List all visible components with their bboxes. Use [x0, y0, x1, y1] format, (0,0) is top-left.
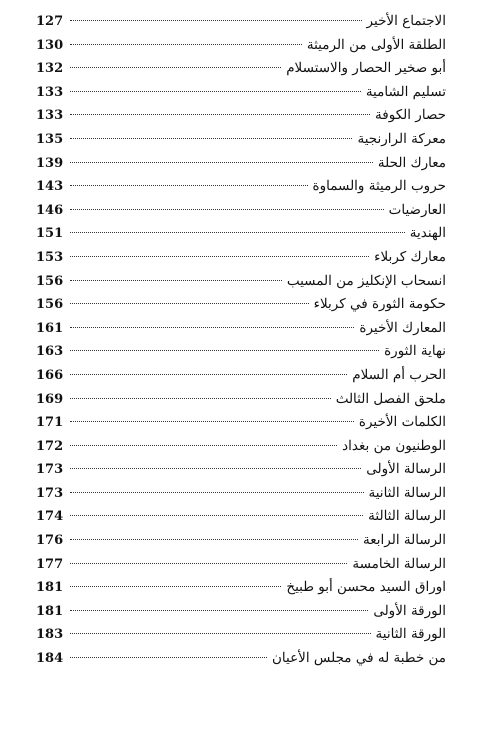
toc-entry-page-number: 181 — [36, 580, 64, 596]
dot-leader — [70, 563, 347, 564]
dot-leader — [70, 633, 371, 634]
toc-entry-title: ملحق الفصل الثالث — [335, 390, 446, 407]
toc-entry — [36, 529, 446, 553]
toc-entry-page-number: 172 — [36, 438, 64, 454]
dot-leader — [70, 327, 354, 328]
toc-entry — [36, 317, 446, 341]
toc-entry — [36, 10, 446, 34]
dot-leader — [70, 232, 405, 233]
toc-entry-title: تسليم الشامية — [365, 83, 446, 100]
toc-entry-title: الرسالة الرابعة — [363, 532, 446, 549]
dot-leader — [70, 303, 309, 304]
toc-entry — [36, 246, 446, 270]
toc-entry-page-number: 169 — [36, 391, 64, 407]
dot-leader — [70, 67, 281, 68]
toc-entry-page-number: 130 — [36, 37, 64, 53]
toc-entry-page-number: 151 — [36, 226, 64, 242]
toc-entry — [36, 388, 446, 412]
toc-entry — [36, 411, 446, 435]
toc-entry-title: الرسالة الخامسة — [352, 555, 446, 572]
dot-leader — [70, 114, 370, 115]
dot-leader — [70, 20, 362, 21]
toc-entry-page-number: 176 — [36, 533, 64, 549]
toc-entry-title: حروب الرميثة والسماوة — [312, 178, 446, 195]
toc-entry — [36, 553, 446, 577]
dot-leader — [70, 539, 358, 540]
toc-entry-title: من خطبة له في مجلس الأعيان — [272, 650, 446, 667]
toc-entry-page-number: 177 — [36, 556, 64, 572]
dot-leader — [70, 162, 373, 163]
toc-entry — [36, 364, 446, 388]
dot-leader — [70, 209, 384, 210]
toc-entry-page-number: 171 — [36, 415, 64, 431]
dot-leader — [70, 610, 368, 611]
toc-entry — [36, 458, 446, 482]
toc-entry-page-number: 127 — [36, 14, 64, 29]
toc-entry-title: الوطنيون من بغداد — [342, 437, 446, 454]
toc-entry-page-number: 173 — [36, 485, 64, 501]
toc-entry-title: أبو صخير الحصار والاستسلام — [286, 60, 446, 77]
toc-entry-title: الكلمات الأخيرة — [358, 414, 446, 431]
dot-leader — [70, 657, 267, 658]
toc-entry — [36, 647, 446, 671]
toc-entry — [36, 600, 446, 624]
toc-entry-page-number: 133 — [36, 84, 64, 100]
toc-entry-title: الحرب أم السلام — [352, 366, 446, 383]
toc-entry-page-number: 139 — [36, 155, 64, 171]
toc-entry-page-number: 166 — [36, 367, 64, 383]
toc-entry-title: نهاية الثورة — [384, 343, 446, 360]
dot-leader — [70, 256, 369, 257]
dot-leader — [70, 374, 347, 375]
toc-entry — [36, 505, 446, 529]
toc-entry-title: الرسالة الأولى — [366, 461, 446, 478]
toc-entry-title: الهندية — [409, 225, 446, 242]
dot-leader — [70, 586, 281, 587]
toc-entry-title: الطلقة الأولى من الرميثة — [306, 36, 446, 53]
dot-leader — [70, 398, 331, 399]
toc-entry-title: العارضيات — [388, 201, 446, 218]
toc-entry — [36, 576, 446, 600]
toc-entry-page-number: 156 — [36, 273, 64, 289]
toc-entry — [36, 57, 446, 81]
dot-leader — [70, 44, 302, 45]
toc-entry — [36, 152, 446, 176]
dot-leader — [70, 91, 361, 92]
toc-entry-page-number: 181 — [36, 603, 64, 619]
toc-entry-title: الرسالة الثالثة — [368, 508, 446, 525]
toc-entry-page-number: 156 — [36, 297, 64, 313]
toc-entry-title: الورقة الأولى — [373, 602, 446, 619]
toc-entry-page-number: 143 — [36, 179, 64, 195]
toc-entry-title: حصار الكوفة — [375, 107, 446, 124]
toc-entry-page-number: 184 — [36, 651, 64, 667]
dot-leader — [70, 492, 364, 493]
dot-leader — [70, 280, 282, 281]
dot-leader — [70, 468, 361, 469]
toc-entry-page-number: 132 — [36, 61, 64, 77]
toc-entry — [36, 482, 446, 506]
toc-entry-page-number: 133 — [36, 108, 64, 124]
toc-entry — [36, 435, 446, 459]
dot-leader — [70, 515, 363, 516]
toc-entry — [36, 128, 446, 152]
toc-entry-title: حكومة الثورة في كربلاء — [313, 296, 446, 313]
toc-entry-page-number: 174 — [36, 509, 64, 525]
toc-entry-title: انسحاب الإنكليز من المسيب — [286, 272, 446, 289]
dot-leader — [70, 138, 352, 139]
toc-entry — [36, 222, 446, 246]
dot-leader — [70, 185, 308, 186]
toc-entry — [36, 81, 446, 105]
table-of-contents — [36, 10, 446, 671]
toc-entry-title: الورقة الثانية — [375, 626, 446, 643]
toc-entry — [36, 293, 446, 317]
toc-entry — [36, 270, 446, 294]
dot-leader — [70, 421, 354, 422]
toc-entry-title: معركة الرارنجية — [357, 130, 446, 147]
toc-entry — [36, 623, 446, 647]
dot-leader — [70, 445, 337, 446]
toc-entry-title: اوراق السيد محسن أبو طبيخ — [286, 579, 446, 596]
toc-entry-page-number: 173 — [36, 462, 64, 478]
toc-entry — [36, 340, 446, 364]
toc-entry-title: الاجتماع الأخير — [366, 13, 446, 29]
toc-entry-page-number: 135 — [36, 131, 64, 147]
toc-entry-title: الرسالة الثانية — [368, 484, 446, 501]
toc-entry-page-number: 146 — [36, 202, 64, 218]
toc-entry — [36, 104, 446, 128]
toc-entry — [36, 175, 446, 199]
toc-entry-page-number: 163 — [36, 344, 64, 360]
toc-entry-page-number: 183 — [36, 627, 64, 643]
toc-entry-title: المعارك الأخيرة — [359, 319, 446, 336]
toc-entry-title: معارك كربلاء — [374, 248, 446, 265]
toc-entry-title: معارك الحلة — [377, 154, 446, 171]
toc-entry — [36, 34, 446, 58]
dot-leader — [70, 350, 379, 351]
toc-entry-page-number: 161 — [36, 320, 64, 336]
toc-entry-page-number: 153 — [36, 249, 64, 265]
toc-entry — [36, 199, 446, 223]
